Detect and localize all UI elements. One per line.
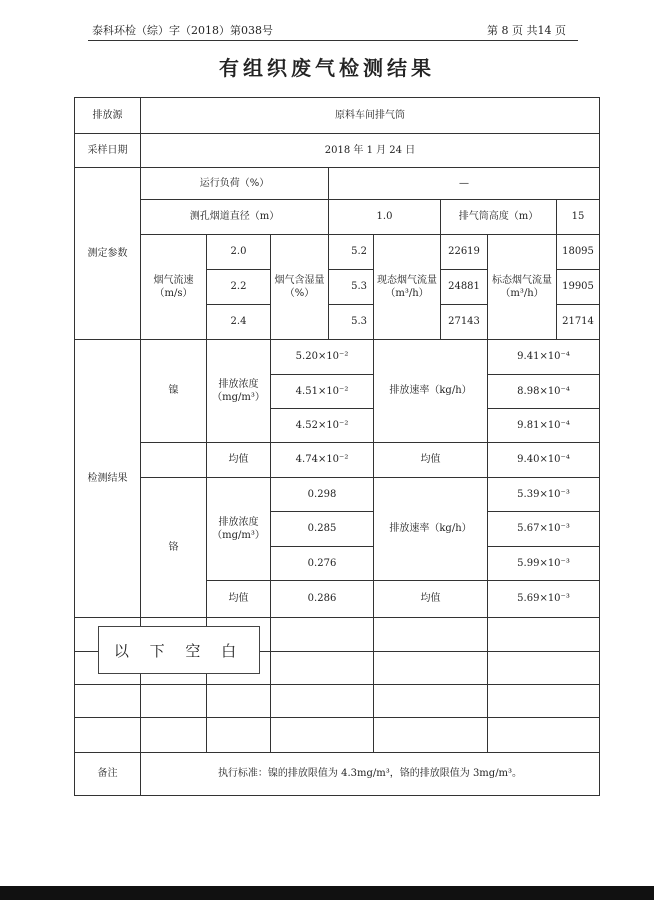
nickel-rate-value: 8.98×10⁻⁴ [488, 375, 600, 409]
moisture-value: 5.3 [329, 270, 374, 305]
nickel-rate-value: 9.81×10⁻⁴ [488, 409, 600, 443]
chromium-conc-value: 0.298 [271, 478, 374, 512]
blank-cell [488, 618, 600, 652]
blank-cell [374, 685, 488, 718]
results-table [74, 97, 600, 796]
chromium-rate-avg: 5.69×10⁻³ [488, 581, 600, 618]
chromium-rate-value: 5.67×10⁻³ [488, 512, 600, 547]
blank-below-stamp: 以 下 空 白 [98, 626, 260, 674]
nickel-rate-avg-label: 均值 [374, 443, 488, 478]
actual-flow-label: 现态烟气流量（m³/h） [374, 235, 441, 340]
nickel-rate-avg: 9.40×10⁻⁴ [488, 443, 600, 478]
chromium-rate-avg-label: 均值 [374, 581, 488, 618]
table-row [75, 478, 600, 512]
blank-cell [374, 652, 488, 685]
blank-cell [488, 718, 600, 753]
blank-cell [207, 718, 271, 753]
std-flow-value: 21714 [557, 305, 600, 340]
blank-cell [207, 685, 271, 718]
remark-text: 执行标准：镍的排放限值为 4.3mg/m³，铬的排放限值为 3mg/m³。 [141, 753, 600, 796]
table-row [75, 340, 600, 375]
actual-flow-value: 27143 [441, 305, 488, 340]
nickel-blank-cell [141, 443, 207, 478]
velocity-label: 烟气流速（m/s） [141, 235, 207, 340]
chromium-conc-value: 0.276 [271, 547, 374, 581]
sampling-date-value: 2018 年 1 月 24 日 [141, 134, 600, 168]
blank-cell [271, 652, 374, 685]
blank-cell [374, 618, 488, 652]
header-divider [88, 40, 578, 41]
moisture-value: 5.2 [329, 235, 374, 270]
table-row [75, 443, 600, 478]
source-label: 排放源 [75, 98, 141, 134]
actual-flow-value: 24881 [441, 270, 488, 305]
diameter-label: 测孔烟道直径（m） [141, 200, 329, 235]
load-label: 运行负荷（%） [141, 168, 329, 200]
chromium-rate-label: 排放速率（kg/h） [374, 478, 488, 581]
table-row [75, 200, 600, 235]
nickel-conc-value: 4.52×10⁻² [271, 409, 374, 443]
chromium-rate-value: 5.39×10⁻³ [488, 478, 600, 512]
blank-cell [271, 618, 374, 652]
blank-cell [141, 685, 207, 718]
std-flow-value: 18095 [557, 235, 600, 270]
nickel-conc-avg: 4.74×10⁻² [271, 443, 374, 478]
chromium-rate-value: 5.99×10⁻³ [488, 547, 600, 581]
params-label: 测定参数 [75, 168, 141, 340]
nickel-name: 镍 [141, 340, 207, 443]
chromium-conc-value: 0.285 [271, 512, 374, 547]
std-flow-label: 标态烟气流量（m³/h） [488, 235, 557, 340]
source-value: 原料车间排气筒 [141, 98, 600, 134]
nickel-conc-value: 5.20×10⁻² [271, 340, 374, 375]
table-row [75, 134, 600, 168]
blank-cell [75, 718, 141, 753]
remark-label: 备注 [75, 753, 141, 796]
table-row [75, 98, 600, 134]
blank-cell [488, 685, 600, 718]
sampling-date-label: 采样日期 [75, 134, 141, 168]
velocity-value: 2.2 [207, 270, 271, 305]
table-row [75, 168, 600, 200]
scan-edge-bar [0, 886, 654, 900]
height-label: 排气筒高度（m） [441, 200, 557, 235]
report-number: 泰科环检（综）字（2018）第038号 [92, 24, 273, 37]
chromium-conc-label: 排放浓度（mg/m³） [207, 478, 271, 581]
moisture-value: 5.3 [329, 305, 374, 340]
diameter-value: 1.0 [329, 200, 441, 235]
velocity-value: 2.0 [207, 235, 271, 270]
velocity-value: 2.4 [207, 305, 271, 340]
blank-cell [488, 652, 600, 685]
actual-flow-value: 22619 [441, 235, 488, 270]
blank-cell [271, 718, 374, 753]
chromium-name: 铬 [141, 478, 207, 618]
table-row [75, 235, 600, 270]
blank-cell [75, 685, 141, 718]
nickel-conc-label: 排放浓度（mg/m³） [207, 340, 271, 443]
results-label: 检测结果 [75, 340, 141, 618]
table-row [75, 753, 600, 796]
nickel-rate-value: 9.41×10⁻⁴ [488, 340, 600, 375]
blank-cell [271, 685, 374, 718]
page-title: 有组织废气检测结果 [219, 56, 435, 80]
std-flow-value: 19905 [557, 270, 600, 305]
blank-cell [141, 718, 207, 753]
chromium-conc-avg: 0.286 [271, 581, 374, 618]
nickel-avg-label: 均值 [207, 443, 271, 478]
page-indicator: 第 8 页 共14 页 [487, 24, 566, 37]
chromium-avg-label: 均值 [207, 581, 271, 618]
load-value: — [329, 168, 600, 200]
table-row [75, 685, 600, 718]
moisture-label: 烟气含湿量（%） [271, 235, 329, 340]
height-value: 15 [557, 200, 600, 235]
nickel-conc-value: 4.51×10⁻² [271, 375, 374, 409]
nickel-rate-label: 排放速率（kg/h） [374, 340, 488, 443]
blank-cell [374, 718, 488, 753]
table-row [75, 718, 600, 753]
